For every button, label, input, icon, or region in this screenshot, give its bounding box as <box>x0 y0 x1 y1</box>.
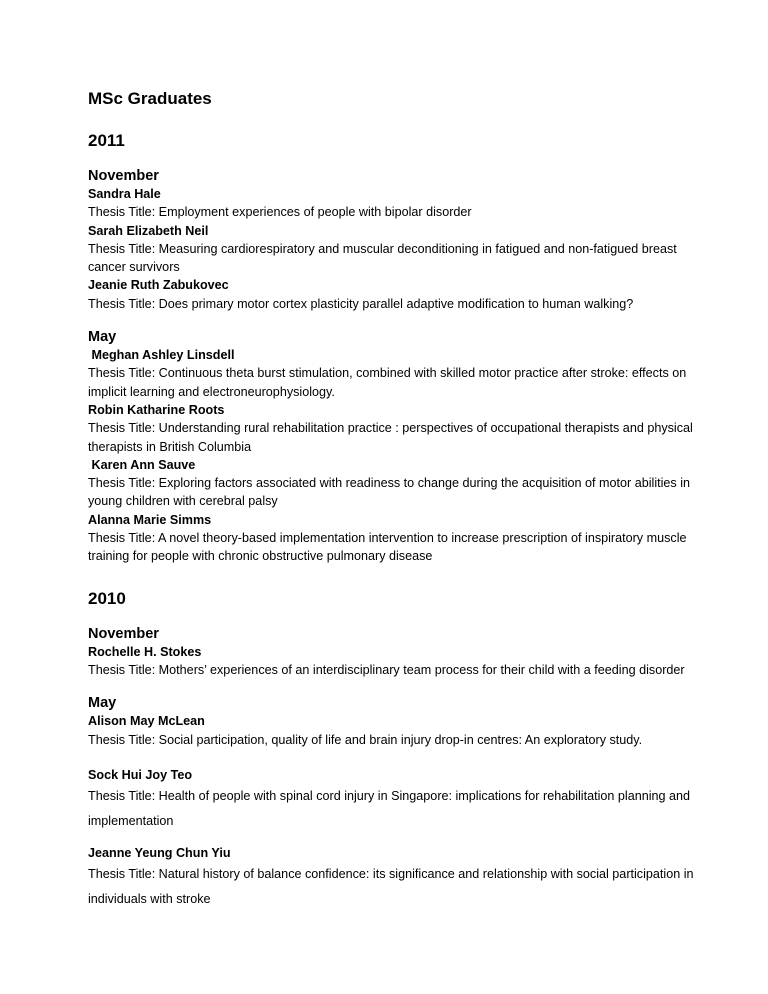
thesis-title: Thesis Title: Measuring cardiorespiratory and muscular deconditioning in fatigued and non-fatigued breast cancer survivors <box>88 241 677 275</box>
graduate-name: Jeanie Ruth Zabukovec <box>88 278 229 293</box>
thesis-title: Thesis Title: Understanding rural rehabilitation practice : perspectives of occupational therapists and physical therapists in British Columbia <box>88 421 693 454</box>
document-page <box>88 88 708 912</box>
graduate-entry <box>88 401 708 456</box>
graduate-entry <box>88 222 708 277</box>
thesis-title: Thesis Title: Does primary motor cortex plasticity parallel adaptive modification to human walking? <box>88 296 634 311</box>
graduate-name: Sock Hui Joy Teo <box>88 767 193 782</box>
graduate-entry <box>88 643 708 680</box>
thesis-title: Thesis Title: Natural history of balance confidence: its significance and relationship with social participation in individuals with stroke <box>88 866 694 906</box>
thesis-title: Thesis Title: Employment experiences of people with bipolar disorder <box>88 205 472 220</box>
year-heading: 2011 <box>88 131 125 150</box>
thesis-title: Thesis Title: A novel theory-based implementation intervention to increase prescription of inspiratory muscle training for people with chronic obstructive pulmonary disease <box>88 531 687 564</box>
graduate-entry <box>88 712 708 749</box>
graduate-name: Sandra Hale <box>88 187 161 201</box>
year-heading: 2010 <box>88 588 126 608</box>
graduate-name: Karen Ann Sauve <box>88 457 196 472</box>
graduate-name: Rochelle H. Stokes <box>88 644 202 659</box>
month-heading: May <box>88 695 117 712</box>
graduate-entry <box>88 185 708 222</box>
graduate-entry <box>88 844 708 912</box>
month-heading: November <box>88 168 159 184</box>
thesis-title: Thesis Title: Social participation, quality of life and brain injury drop-in centres: An exploratory study. <box>88 732 643 747</box>
graduate-name: Alanna Marie Simms <box>88 512 212 527</box>
graduate-name: Alison May McLean <box>88 714 205 729</box>
month-heading: May <box>88 329 117 346</box>
graduate-name: Sarah Elizabeth Neil <box>88 223 209 238</box>
page-heading: MSc Graduates <box>88 89 212 108</box>
graduate-entry <box>88 276 708 313</box>
graduate-entry <box>88 456 708 511</box>
thesis-title: Thesis Title: Mothers’ experiences of an interdisciplinary team process for their child with a feeding disorder <box>88 662 685 677</box>
thesis-title: Thesis Title: Health of people with spinal cord injury in Singapore: implications for rehabilitation planning and implementation <box>88 788 691 828</box>
thesis-title: Thesis Title: Exploring factors associated with readiness to change during the acquisition of motor abilities in young children with cerebral palsy <box>88 476 691 509</box>
month-heading: November <box>88 625 159 642</box>
graduate-name: Jeanne Yeung Chun Yiu <box>88 845 231 860</box>
graduate-name: Robin Katharine Roots <box>88 402 225 417</box>
graduate-entry <box>88 766 708 834</box>
graduate-entry <box>88 346 708 401</box>
graduate-entry <box>88 511 708 566</box>
graduate-name: Meghan Ashley Linsdell <box>88 348 235 363</box>
thesis-title: Thesis Title: Continuous theta burst stimulation, combined with skilled motor practice after stroke: effects on implicit learning and electroneurophysiology. <box>88 366 687 399</box>
